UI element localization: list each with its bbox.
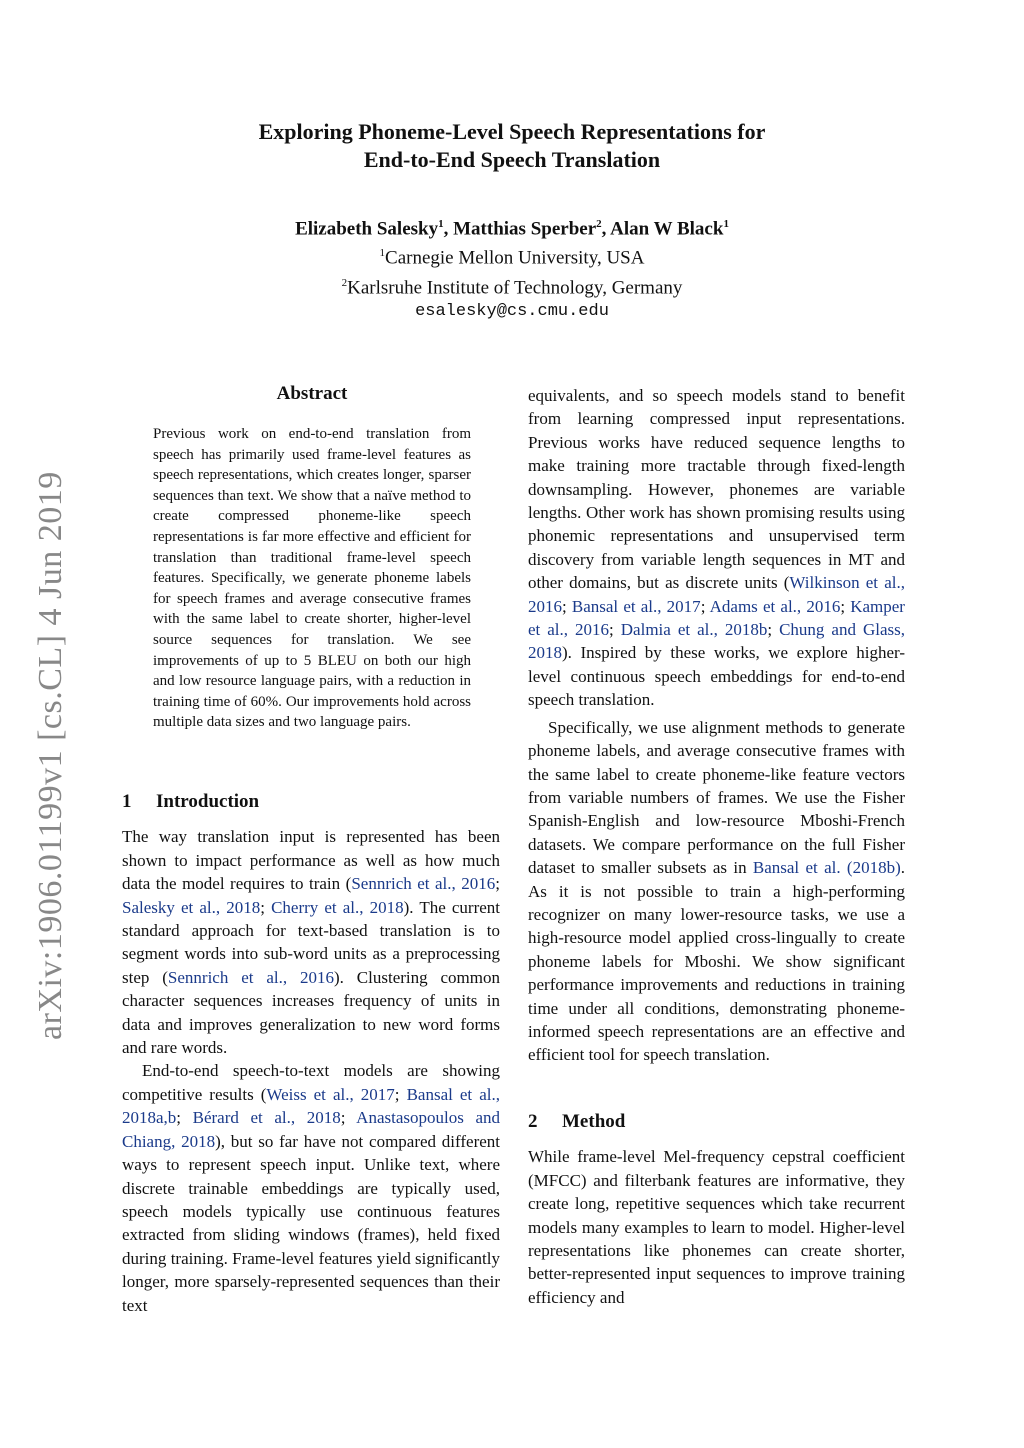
section-1-number: 1 [122,791,132,812]
intro-paragraph-1: The way translation input is represented has been shown to impact performance as well as how much data the model requires to train (Sennrich et al., 2016; Salesky et al., 2018; Cherry et al., 2018). The current standard approach for text-based translation is to segment words into sub-word units as a preprocessing step (Sennrich et al., 2016). Clustering common character sequences increases frequency of units in data and improves generalization to new word forms and rare words. [122,827,500,1058]
author-1: Elizabeth Salesky [295,218,439,240]
citation[interactable]: Bérard et al., 2018 [192,1108,341,1128]
citation[interactable]: Sennrich et al., 2016 [167,967,335,987]
citation[interactable]: Cherry et al., 2018 [271,897,404,917]
section-1-heading [122,790,500,813]
author-2-affil: 2 [596,218,602,230]
citation[interactable]: Adams et al., 2016 [709,596,841,616]
affiliation-1-mark: 1 [379,247,386,260]
intro-paragraph-2: End-to-end speech-to-text models are showing competitive results (Weiss et al., 2017; Bansal et al., 2018a,b; Bérard et al., 2018; Anastasopoulos and Chiang, 2018), but so far have not compared different ways to represent speech input. Unlike text, where discrete trainable embeddings are typically used, speech models typically use continuous features extracted from sliding windows (frames), held fixed during training. Frame-level features yield significantly longer, more sparsely-represented sequences than their text [122,1061,500,1315]
section-2-heading [528,1110,905,1133]
affiliation-1 [0,241,1024,270]
citation[interactable]: Bansal et al., 2017 [571,596,701,616]
author-email[interactable]: esalesky@cs.cmu.edu [415,301,609,321]
right-column-body [528,384,905,1067]
title-line-2: End-to-End Speech Translation [363,147,661,172]
affiliation-2-text: Karlsruhe Institute of Technology, Germany [347,276,683,298]
citation[interactable]: Bansal et al. (2018b) [752,858,901,878]
left-column-body [122,790,500,1317]
arxiv-identifier: arXiv:1906.01199v1 [cs.CL] 4 Jun 2019 [32,471,69,1040]
method-section [528,1110,905,1309]
affiliation-1-text: Carnegie Mellon University, USA [385,247,645,269]
section-1-title: Introduction [156,791,260,812]
intro-paragraph-3: equivalents, and so speech models stand to benefit from learning compressed input representations. Previous works have reduced sequence lengths to make training more tractable through fixed-length downsampling. However, phonemes are variable lengths. Other work has shown promising results using phonemic representations and unsupervised term discovery from variable length sequences in MT and other domains, but as discrete units (Wilkinson et al., 2016; Bansal et al., 2017; Adams et al., 2016; Kamper et al., 2016; Dalmia et al., 2018b; Chung and Glass, 2018). Inspired by these works, we explore higher-level continuous speech embeddings for end-to-end speech translation. [528,386,906,710]
affiliation-2 [0,271,1024,300]
section-2-number: 2 [528,1111,538,1132]
method-paragraph-1: While frame-level Mel-frequency cepstral coefficient (MFCC) and filterbank features are informative, they create long, repetitive sequences which take recurrent models many examples to learn to model. Higher-level representations like phonemes can create shorter, better-represented input sequences to improve training efficiency and [528,1147,905,1307]
citation[interactable]: Salesky et al., 2018 [122,897,261,917]
citation[interactable]: Chung and Glass, 2018 [528,620,906,663]
author-block [0,212,1024,324]
citation[interactable]: Weiss et al., 2017 [266,1084,395,1104]
abstract-heading: Abstract [276,383,348,404]
citation[interactable]: Wilkinson et al., 2016 [528,573,905,616]
author-2: Matthias Sperber [453,218,597,240]
affiliation-2-mark: 2 [341,276,348,289]
author-3: Alan W Black [610,218,724,240]
abstract-text: Previous work on end-to-end translation from speech has primarily used frame-level features as speech representations, which creates longer, sparser sequences than text. We show that a naïve method to create compressed phoneme-like speech representations is far more effective and efficient for translation than traditional frame-level speech features. Specifically, we generate phoneme labels for speech frames and average consecutive frames with the same label to create shorter, higher-level source sequences for translation. We see improvements of up to 5 BLEU on both our high and low resource language pairs, with a reduction in training time of 60%. Our improvements hold across multiple data sizes and two language pairs. [153,426,471,731]
author-3-affil: 1 [723,218,729,230]
intro-paragraph-4: Specifically, we use alignment methods to generate phoneme labels, and average consecutive frames with the same label to create phoneme-like feature vectors from variable numbers of frames. We use the Fisher Spanish-English and low-resource Mboshi-French datasets. We compare performance on the full Fisher dataset to smaller subsets as in Bansal et al. (2018b). As it is not possible to train a high-performing recognizer on many lower-resource tasks, we use a high-resource model applied cross-lingually to create phoneme labels for Mboshi. We show significant performance improvements and reductions in training time under all conditions, demonstrating phoneme-informed speech representations are an effective and efficient tool for speech translation. [528,717,905,1065]
author-names: Elizabeth Salesky$^1$, Matthias Sperber$^2$, Alan W Black$^1$ [295,218,729,240]
title-line-1: Exploring Phoneme-Level Speech Representations for [258,119,766,144]
citation[interactable]: Dalmia et al., 2018b [620,620,768,640]
citation[interactable]: Bansal et al., 2018a,b [122,1084,500,1128]
section-2-title: Method [562,1111,626,1132]
citation[interactable]: Sennrich et al., 2016 [351,874,496,894]
citation[interactable]: Kamper et al., 2016 [528,596,905,640]
author-1-affil: 1 [438,218,444,230]
citation[interactable]: Anastasopoulos and Chiang, 2018 [122,1108,500,1151]
paper-title [0,118,1024,174]
